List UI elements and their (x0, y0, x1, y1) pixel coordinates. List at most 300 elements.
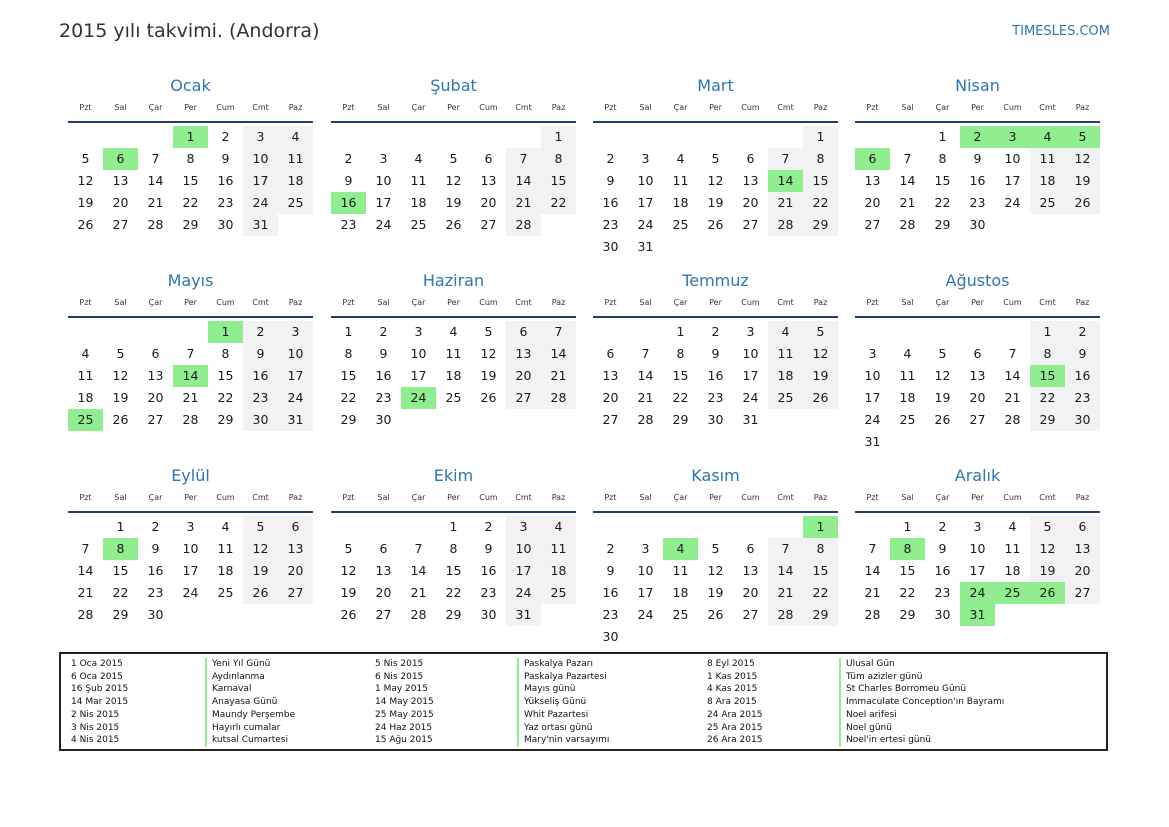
holiday-names-col-1 (205, 658, 295, 747)
weekday-label: Pzt (866, 298, 879, 307)
day-cell: 20 (864, 195, 881, 210)
day-cell: 27 (864, 217, 881, 232)
holiday-name: Maundy Perşembe (205, 709, 295, 722)
day-cell: 18 (672, 195, 689, 210)
empty-cell (855, 516, 890, 538)
day-cell: 13 (969, 368, 986, 383)
holiday-date: 15 Ağu 2015 (375, 735, 433, 746)
week-row (331, 170, 576, 192)
holiday-date: 16 Şub 2015 (71, 684, 129, 695)
week-row (855, 365, 1100, 387)
day-cell: 5 (81, 151, 90, 166)
day-cell: 25 (672, 607, 689, 622)
day-cell: 19 (77, 195, 94, 210)
holiday-name: Yeni Yıl Günü (205, 658, 295, 671)
empty-cell (138, 126, 173, 148)
day-cell: 9 (1065, 343, 1100, 365)
day-cell: 30 (969, 217, 986, 232)
day-cell: 13 (506, 343, 541, 365)
month-divider (331, 316, 576, 318)
day-cell: 9 (221, 151, 230, 166)
day-cell: 26 (803, 387, 838, 409)
empty-cell (698, 626, 733, 648)
weekday-label: Sal (901, 298, 914, 307)
day-cell: 7 (151, 151, 160, 166)
empty-cell (366, 516, 401, 538)
empty-cell (628, 126, 663, 148)
holiday-name: Yükseliş Günü (517, 696, 609, 709)
day-cell: 9 (938, 541, 947, 556)
holiday-date: 14 Mar 2015 (71, 697, 129, 708)
day-cell: 20 (969, 390, 986, 405)
day-cell: 13 (864, 173, 881, 188)
day-cell: 7 (903, 151, 912, 166)
week-row (855, 387, 1100, 409)
weekday-header (68, 491, 313, 505)
day-cell: 12 (934, 368, 951, 383)
day-cell: 28 (899, 217, 916, 232)
day-cell: 14 (1004, 368, 1021, 383)
week-row (593, 126, 838, 148)
empty-cell (890, 431, 925, 453)
day-cell: 27 (742, 607, 759, 622)
day-cell: 29 (1030, 409, 1065, 431)
day-cell: 5 (484, 324, 493, 339)
week-row (855, 560, 1100, 582)
day-cell: 17 (742, 368, 759, 383)
day-cell: 15 (445, 563, 462, 578)
day-cell: 24 (506, 582, 541, 604)
day-cell: 6 (379, 541, 388, 556)
holiday-date: 24 Ara 2015 (707, 709, 763, 720)
day-cell: 15 (112, 563, 129, 578)
day-cell: 17 (1004, 173, 1021, 188)
holiday-name: Noel arifesi (839, 709, 1004, 722)
month-name: Nisan (955, 76, 1000, 95)
day-cell: 14 (768, 170, 803, 192)
weekday-label: Paz (813, 493, 828, 502)
week-row (68, 604, 313, 626)
weekday-label: Pzt (79, 493, 92, 502)
empty-cell (995, 604, 1030, 626)
day-cell: 6 (103, 148, 138, 170)
holiday-date: 14 May 2015 (375, 697, 434, 708)
day-cell: 3 (641, 541, 650, 556)
weekday-label: Çar (148, 298, 163, 307)
day-cell: 22 (112, 585, 129, 600)
day-cell: 25 (672, 217, 689, 232)
weekday-label: Paz (1075, 493, 1090, 502)
month-divider (855, 121, 1100, 123)
day-cell: 4 (449, 324, 458, 339)
weekday-header (855, 101, 1100, 115)
day-cell: 13 (480, 173, 497, 188)
weekday-label: Pzt (866, 493, 879, 502)
empty-cell (103, 321, 138, 343)
weekday-label: Sal (114, 298, 127, 307)
day-cell: 22 (541, 192, 576, 214)
day-cell: 8 (449, 541, 458, 556)
day-cell: 17 (243, 170, 278, 192)
day-cell: 17 (506, 560, 541, 582)
day-cell: 30 (934, 607, 951, 622)
empty-cell (698, 516, 733, 538)
day-cell: 31 (243, 214, 278, 236)
month-calendar (593, 76, 838, 258)
site-link[interactable]: TIMESLES.COM (1012, 24, 1110, 39)
holiday-date: 1 Oca 2015 (71, 659, 123, 669)
day-cell: 14 (864, 563, 881, 578)
day-cell: 24 (864, 412, 881, 427)
day-cell: 18 (1030, 170, 1065, 192)
day-cell: 27 (1065, 582, 1100, 604)
day-cell: 10 (278, 343, 313, 365)
day-cell: 25 (899, 412, 916, 427)
day-cell: 2 (960, 126, 995, 148)
weekday-label: Pzt (604, 103, 617, 112)
day-cell: 7 (81, 541, 90, 556)
day-cell: 15 (899, 563, 916, 578)
week-row (855, 321, 1100, 343)
day-cell: 9 (973, 151, 982, 166)
week-row (68, 365, 313, 387)
weekday-header (331, 491, 576, 505)
empty-cell (278, 604, 313, 626)
weekday-label: Sal (639, 103, 652, 112)
empty-cell (663, 516, 698, 538)
day-cell: 13 (602, 368, 619, 383)
day-cell: 17 (410, 368, 427, 383)
day-cell: 6 (746, 541, 755, 556)
day-cell: 3 (746, 324, 755, 339)
week-row (68, 538, 313, 560)
day-cell: 29 (934, 217, 951, 232)
holiday-name: Anayasa Günü (205, 696, 295, 709)
month-divider (593, 316, 838, 318)
week-row (855, 516, 1100, 538)
empty-cell (768, 516, 803, 538)
day-cell: 21 (768, 192, 803, 214)
day-cell: 19 (1065, 170, 1100, 192)
holiday-name: Whit Pazartesi (517, 709, 609, 722)
empty-cell (68, 126, 103, 148)
day-cell: 1 (903, 519, 912, 534)
holiday-name: Yaz ortası günü (517, 722, 609, 735)
weekday-label: Per (709, 298, 722, 307)
day-cell: 22 (899, 585, 916, 600)
day-cell: 24 (278, 387, 313, 409)
day-cell: 6 (855, 148, 890, 170)
weekday-label: Cmt (1039, 103, 1056, 112)
day-cell: 23 (602, 607, 619, 622)
day-cell: 5 (1065, 126, 1100, 148)
day-cell: 2 (379, 324, 388, 339)
day-cell: 16 (602, 195, 619, 210)
day-cell: 8 (221, 346, 230, 361)
day-cell: 12 (445, 173, 462, 188)
month-calendar (331, 76, 576, 236)
holiday-date: 1 Kas 2015 (707, 671, 758, 682)
weekday-label: Cmt (777, 103, 794, 112)
month-name: Kasım (691, 466, 740, 485)
day-cell: 16 (707, 368, 724, 383)
week-row (593, 170, 838, 192)
holiday-list (59, 652, 1108, 751)
empty-cell (506, 409, 541, 431)
weekday-label: Çar (411, 103, 426, 112)
page-title: 2015 yılı takvimi. (Andorra) (59, 20, 320, 42)
week-row (855, 538, 1100, 560)
weekday-label: Cum (216, 298, 235, 307)
day-cell: 19 (243, 560, 278, 582)
month-calendar (593, 271, 838, 431)
day-cell: 9 (344, 173, 353, 188)
day-cell: 19 (803, 365, 838, 387)
empty-cell (628, 516, 663, 538)
week-row (68, 409, 313, 431)
empty-cell (768, 626, 803, 648)
holiday-date: 25 Ara 2015 (707, 722, 763, 733)
weekday-label: Çar (673, 493, 688, 502)
day-cell: 26 (1030, 582, 1065, 604)
day-cell: 5 (711, 151, 720, 166)
weekday-label: Sal (377, 493, 390, 502)
day-cell: 4 (1008, 519, 1017, 534)
day-cell: 17 (637, 195, 654, 210)
weekday-label: Cmt (252, 493, 269, 502)
day-cell: 28 (864, 607, 881, 622)
day-cell: 22 (803, 192, 838, 214)
day-cell: 29 (803, 604, 838, 626)
week-row (68, 560, 313, 582)
empty-cell (436, 126, 471, 148)
weekday-label: Cmt (252, 298, 269, 307)
day-cell: 22 (934, 195, 951, 210)
week-row (331, 387, 576, 409)
weekday-label: Cmt (515, 493, 532, 502)
weekday-label: Per (184, 493, 197, 502)
weekday-label: Cum (1003, 298, 1022, 307)
weekday-label: Pzt (79, 103, 92, 112)
empty-cell (401, 126, 436, 148)
day-cell: 20 (742, 585, 759, 600)
day-cell: 1 (1030, 321, 1065, 343)
month-calendar (331, 271, 576, 431)
day-cell: 15 (934, 173, 951, 188)
day-cell: 1 (803, 516, 838, 538)
day-cell: 11 (768, 343, 803, 365)
day-cell: 23 (969, 195, 986, 210)
day-cell: 14 (147, 173, 164, 188)
day-cell: 12 (1065, 148, 1100, 170)
month-calendar (68, 466, 313, 626)
day-cell: 4 (278, 126, 313, 148)
empty-cell (960, 321, 995, 343)
holiday-name: Karnaval (205, 683, 295, 696)
holiday-names-col-2 (517, 658, 609, 747)
day-cell: 9 (606, 173, 615, 188)
day-cell: 12 (112, 368, 129, 383)
weekday-label: Cum (479, 103, 498, 112)
empty-cell (331, 516, 366, 538)
day-cell: 30 (243, 409, 278, 431)
day-cell: 25 (541, 582, 576, 604)
day-cell: 29 (899, 607, 916, 622)
day-cell: 16 (243, 365, 278, 387)
weekday-label: Sal (901, 103, 914, 112)
day-cell: 10 (969, 541, 986, 556)
day-cell: 18 (1004, 563, 1021, 578)
holiday-name: kutsal Cumartesi (205, 734, 295, 747)
weekday-label: Cmt (1039, 298, 1056, 307)
week-row (855, 431, 1100, 453)
week-row (593, 626, 838, 648)
weekday-label: Cum (479, 298, 498, 307)
day-cell: 31 (637, 239, 654, 254)
day-cell: 4 (663, 538, 698, 560)
month-name: Mayıs (167, 271, 214, 290)
day-cell: 6 (606, 346, 615, 361)
week-row (855, 192, 1100, 214)
holiday-dates-col-3 (707, 658, 762, 747)
day-cell: 25 (445, 390, 462, 405)
day-cell: 8 (938, 151, 947, 166)
week-row (855, 170, 1100, 192)
day-cell: 22 (217, 390, 234, 405)
weekday-header (68, 101, 313, 115)
holiday-name: Ulusal Gün (839, 658, 1004, 671)
day-cell: 28 (410, 607, 427, 622)
day-cell: 1 (938, 129, 947, 144)
empty-cell (401, 409, 436, 431)
weekday-header (331, 101, 576, 115)
day-cell: 29 (112, 607, 129, 622)
day-cell: 19 (707, 585, 724, 600)
week-row (855, 582, 1100, 604)
day-cell: 30 (147, 607, 164, 622)
day-cell: 19 (934, 390, 951, 405)
weekday-label: Pzt (604, 298, 617, 307)
weekday-label: Cmt (777, 493, 794, 502)
weekday-label: Çar (148, 493, 163, 502)
day-cell: 3 (506, 516, 541, 538)
holiday-name: St Charles Borromeu Günü (839, 683, 1004, 696)
day-cell: 4 (221, 519, 230, 534)
empty-cell (436, 409, 471, 431)
day-cell: 24 (960, 582, 995, 604)
week-row (593, 387, 838, 409)
empty-cell (471, 409, 506, 431)
day-cell: 1 (803, 126, 838, 148)
week-row (855, 343, 1100, 365)
day-cell: 13 (1065, 538, 1100, 560)
weekday-label: Sal (901, 493, 914, 502)
day-cell: 4 (768, 321, 803, 343)
day-cell: 7 (868, 541, 877, 556)
empty-cell (173, 321, 208, 343)
day-cell: 13 (375, 563, 392, 578)
day-cell: 21 (899, 195, 916, 210)
weekday-label: Sal (377, 103, 390, 112)
day-cell: 11 (77, 368, 94, 383)
holiday-date: 8 Eyl 2015 (707, 659, 755, 669)
day-cell: 28 (77, 607, 94, 622)
empty-cell (890, 126, 925, 148)
day-cell: 27 (969, 412, 986, 427)
day-cell: 17 (278, 365, 313, 387)
empty-cell (208, 604, 243, 626)
holiday-name: Hayırlı cumalar (205, 722, 295, 735)
day-cell: 30 (602, 629, 619, 644)
day-cell: 16 (934, 563, 951, 578)
month-divider (855, 511, 1100, 513)
day-cell: 5 (1030, 516, 1065, 538)
holiday-date: 25 May 2015 (375, 709, 434, 720)
week-row (68, 170, 313, 192)
day-cell: 25 (768, 387, 803, 409)
day-cell: 29 (672, 412, 689, 427)
day-cell: 29 (217, 412, 234, 427)
holiday-dates-col-1 (71, 658, 128, 747)
holiday-date: 4 Nis 2015 (71, 735, 120, 746)
day-cell: 24 (182, 585, 199, 600)
weekday-label: Per (447, 298, 460, 307)
empty-cell (1030, 214, 1065, 236)
weekday-label: Çar (148, 103, 163, 112)
day-cell: 11 (672, 173, 689, 188)
weekday-header (855, 296, 1100, 310)
day-cell: 1 (344, 324, 353, 339)
weekday-label: Sal (639, 493, 652, 502)
weekday-label: Cmt (515, 298, 532, 307)
day-cell: 28 (182, 412, 199, 427)
holiday-name: Paskalya Pazartesi (517, 671, 609, 684)
day-cell: 12 (340, 563, 357, 578)
weekday-label: Cmt (515, 103, 532, 112)
day-cell: 8 (186, 151, 195, 166)
empty-cell (960, 431, 995, 453)
day-cell: 10 (506, 538, 541, 560)
day-cell: 18 (445, 368, 462, 383)
weekday-label: Çar (935, 298, 950, 307)
day-cell: 14 (899, 173, 916, 188)
empty-cell (1065, 431, 1100, 453)
weekday-label: Çar (935, 103, 950, 112)
month-calendar (855, 76, 1100, 236)
day-cell: 13 (278, 538, 313, 560)
month-name: Haziran (422, 271, 485, 290)
weekday-label: Pzt (79, 298, 92, 307)
day-cell: 16 (969, 173, 986, 188)
weekday-label: Per (971, 103, 984, 112)
holiday-name: Noel günü (839, 722, 1004, 735)
day-cell: 2 (938, 519, 947, 534)
week-row (593, 192, 838, 214)
day-cell: 13 (112, 173, 129, 188)
weekday-header (593, 101, 838, 115)
day-cell: 23 (375, 390, 392, 405)
day-cell: 26 (934, 412, 951, 427)
empty-cell (628, 321, 663, 343)
day-cell: 22 (340, 390, 357, 405)
day-cell: 3 (379, 151, 388, 166)
day-cell: 23 (147, 585, 164, 600)
day-cell: 2 (484, 519, 493, 534)
weekday-label: Pzt (342, 298, 355, 307)
day-cell: 28 (506, 214, 541, 236)
day-cell: 12 (707, 173, 724, 188)
holiday-date: 5 Nis 2015 (375, 659, 424, 669)
